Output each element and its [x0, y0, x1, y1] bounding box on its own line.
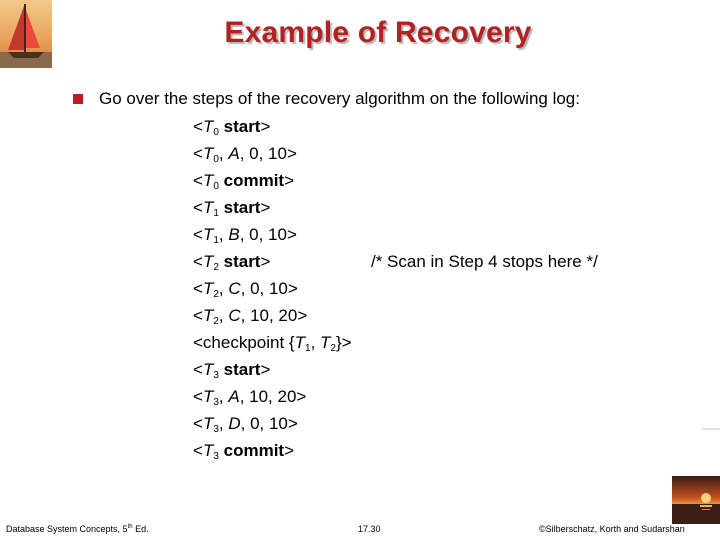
sunset-logo-icon: [672, 476, 720, 524]
slide-title: Example of Recovery: [224, 16, 532, 49]
log-entry: $<T_2$, C, 10, 20>: [193, 306, 308, 327]
bullet-text: Go over the steps of the recovery algorithm on the following log:: [99, 89, 580, 108]
decorative-mark: [702, 428, 720, 430]
log-entry: <checkpoint {$T_1$, $T_2\}>$: [193, 333, 352, 354]
square-bullet-icon: [73, 94, 83, 104]
log-listing: [193, 113, 613, 464]
log-entry: $<T_2$ start> /* Scan in Step 4 stops here */: [193, 248, 613, 275]
page-number: 17.30: [358, 524, 381, 534]
log-entry: $<T_3$ commit>: [193, 441, 295, 462]
log-entry: $<T_3$, D, 0, 10>: [193, 414, 298, 435]
log-entry: $<T_0$ commit>: [193, 171, 295, 192]
log-entry: $<T_2$, C, 0, 10>: [193, 279, 298, 300]
log-entry: $<T_3$ start>: [193, 360, 271, 381]
footer-copyright: ©Silberschatz, Korth and Sudarshan: [539, 524, 685, 534]
log-entry: $<T_0$, A, 0, 10>: [193, 144, 297, 165]
bullet-point: [72, 89, 712, 109]
log-entry: $<T_3$, A, 10, 20>: [193, 387, 307, 408]
log-entry: $<T_1$ start>: [193, 198, 271, 219]
log-entry: $<T_1$, B, 0, 10>: [193, 225, 297, 246]
log-entry: $<T_0$ start>: [193, 117, 271, 138]
footer-book-title: Database System Concepts, 5th Ed.: [6, 524, 149, 534]
log-comment: /* Scan in Step 4 stops here */: [371, 252, 598, 271]
